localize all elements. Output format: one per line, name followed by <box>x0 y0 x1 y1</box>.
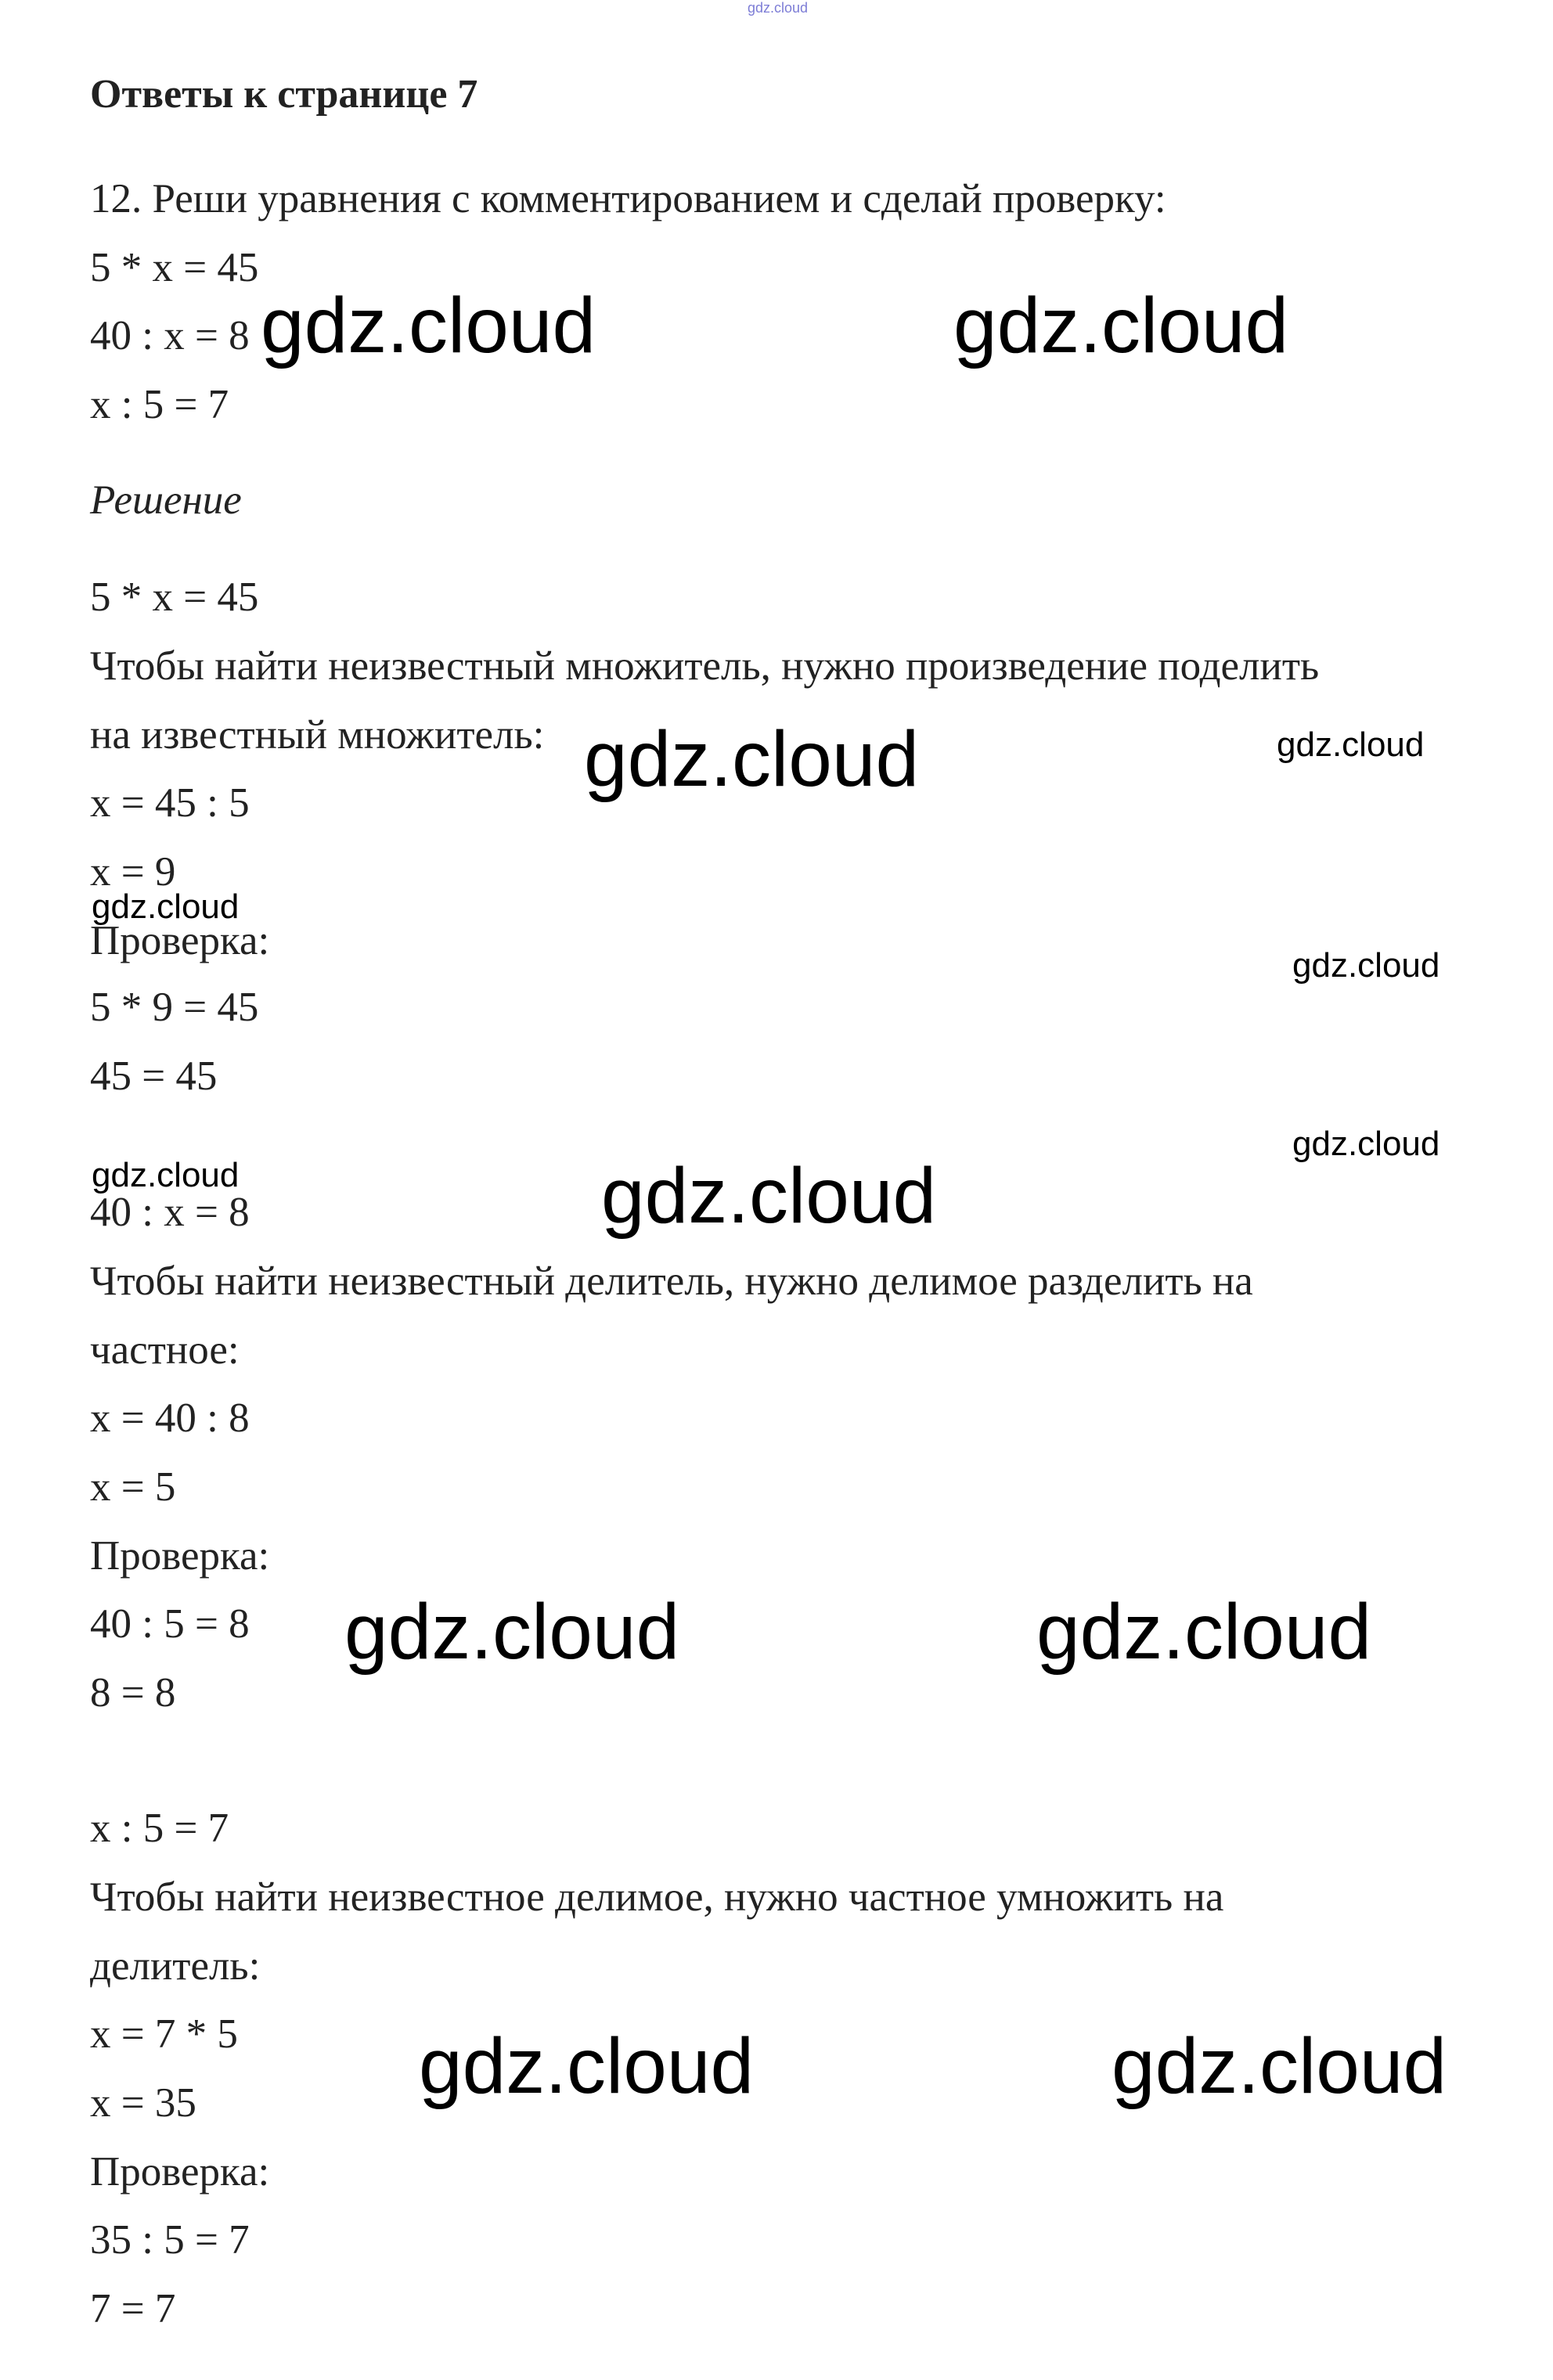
watermark: gdz.cloud <box>92 888 240 926</box>
block3-step1: x = 7 * 5 <box>90 2011 238 2057</box>
block1-check-label: Проверка: <box>90 918 270 963</box>
block2-check2: 8 = 8 <box>90 1670 176 1716</box>
page-title: Ответы к странице 7 <box>90 72 478 117</box>
watermark: gdz.cloud <box>92 1156 240 1194</box>
watermark: gdz.cloud <box>419 2022 755 2110</box>
watermark: gdz.cloud <box>953 282 1289 369</box>
top-watermark: gdz.cloud <box>748 0 809 16</box>
watermark: gdz.cloud <box>261 282 596 369</box>
block3-rule-line1: Чтобы найти неизвестное делимое, нужно частное умножить на <box>90 1874 1224 1920</box>
block2-check-label: Проверка: <box>90 1533 270 1579</box>
watermark: gdz.cloud <box>344 1588 680 1676</box>
watermark: gdz.cloud <box>584 715 920 803</box>
block3-check-label: Проверка: <box>90 2149 270 2195</box>
solution-heading: Решение <box>90 477 242 523</box>
block3-step2: x = 35 <box>90 2080 196 2126</box>
task-statement: 12. Реши уравнения с комментированием и сделай проверку: <box>90 176 1166 221</box>
block2-rule-line2: частное: <box>90 1327 240 1373</box>
block1-check2: 45 = 45 <box>90 1053 218 1099</box>
task-equation-2: 40 : x = 8 <box>90 313 250 358</box>
block3-check2: 7 = 7 <box>90 2286 176 2331</box>
block1-rule-line2: на известный множитель: <box>90 712 545 758</box>
block1-equation: 5 * x = 45 <box>90 574 259 620</box>
block3-rule-line2: делитель: <box>90 1943 261 1989</box>
block3-check1: 35 : 5 = 7 <box>90 2217 250 2263</box>
block2-step2: x = 5 <box>90 1464 176 1510</box>
watermark: gdz.cloud <box>1036 1588 1372 1676</box>
task-equation-1: 5 * x = 45 <box>90 245 259 290</box>
block2-step1: x = 40 : 8 <box>90 1395 250 1441</box>
block1-check1: 5 * 9 = 45 <box>90 985 259 1030</box>
watermark: gdz.cloud <box>1112 2022 1447 2110</box>
block2-equation: 40 : x = 8 <box>90 1190 250 1235</box>
block2-check1: 40 : 5 = 8 <box>90 1601 250 1647</box>
task-equation-3: x : 5 = 7 <box>90 382 229 427</box>
block1-step2: x = 9 <box>90 849 176 895</box>
watermark: gdz.cloud <box>1292 1125 1440 1163</box>
watermark: gdz.cloud <box>1277 726 1425 764</box>
watermark: gdz.cloud <box>601 1152 937 1240</box>
block1-rule-line1: Чтобы найти неизвестный множитель, нужно произведение поделить <box>90 643 1320 689</box>
watermark: gdz.cloud <box>1292 946 1440 985</box>
block3-equation: x : 5 = 7 <box>90 1806 229 1851</box>
block2-rule-line1: Чтобы найти неизвестный делитель, нужно делимое разделить на <box>90 1258 1253 1304</box>
block1-step1: x = 45 : 5 <box>90 780 250 826</box>
